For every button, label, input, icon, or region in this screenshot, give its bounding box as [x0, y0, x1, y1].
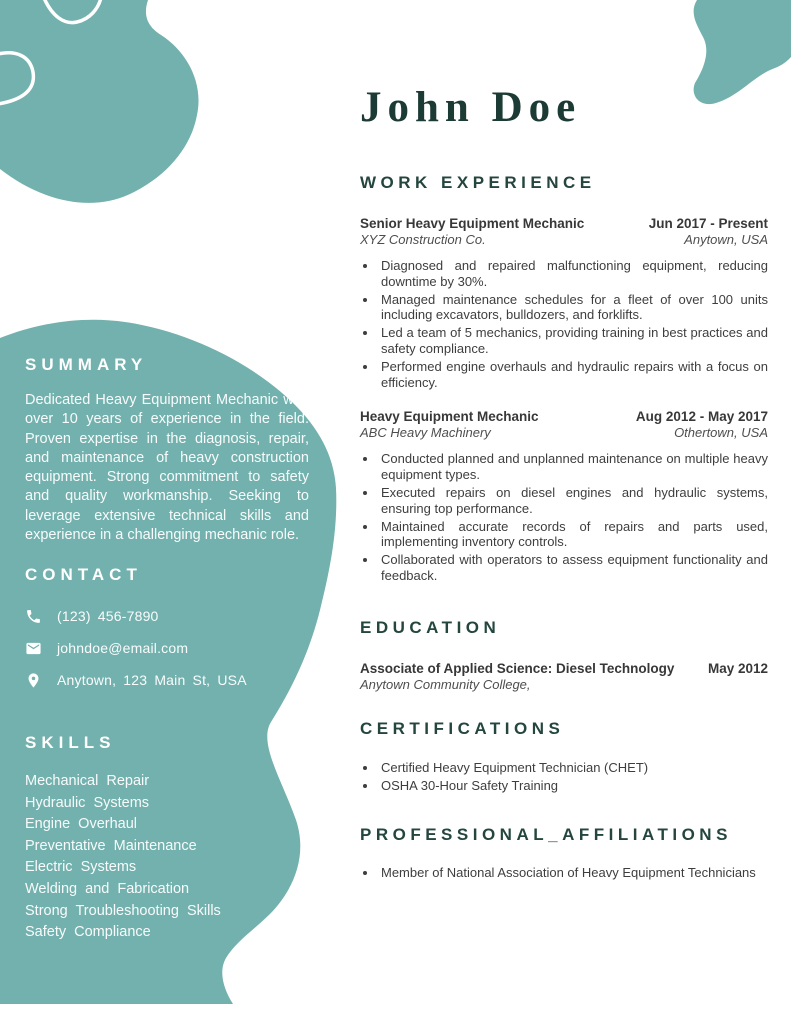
phone-icon — [25, 608, 42, 625]
job-location: Othertown, USA — [674, 425, 768, 441]
skill-item: Safety Compliance — [25, 924, 151, 941]
certifications-section — [360, 720, 768, 794]
job-bullet: • Executed repairs on diesel engines and hydraulic systems, ensuring top performance. — [378, 485, 768, 516]
job-bullet: • Diagnosed and repaired malfunctioning equipment, reducing downtime by 30%. — [378, 258, 768, 289]
envelope-icon — [25, 640, 42, 657]
skill-item: Strong Troubleshooting Skills — [25, 902, 221, 919]
skill-item: Electric Systems — [25, 859, 137, 876]
skills-list — [25, 771, 313, 944]
skill-item: Hydraulic Systems — [25, 794, 150, 811]
job-company: XYZ Construction Co. — [360, 232, 486, 248]
skills-heading: SKILLS — [25, 733, 116, 752]
contact-phone[interactable]: (123) 456-7890 — [57, 608, 159, 624]
job-header — [360, 408, 768, 425]
affiliations-section — [360, 826, 768, 881]
job-subheader — [360, 425, 768, 441]
candidate-name: John Doe — [360, 83, 582, 131]
job-bullet-list — [360, 258, 768, 390]
job-company: ABC Heavy Machinery — [360, 425, 491, 441]
main-column — [360, 55, 768, 883]
skill-item: Mechanical Repair — [25, 773, 150, 789]
education-heading: EDUCATION — [360, 617, 501, 637]
skill-item: Preventative Maintenance — [25, 837, 197, 854]
job-dates: Jun 2017 - Present — [648, 216, 768, 232]
education-subheader — [360, 677, 768, 693]
affiliations-heading: PROFESSIONAL_AFFILIATIONS — [360, 825, 732, 845]
work-experience-heading: WORK EXPERIENCE — [360, 173, 596, 193]
job-bullet: • Led a team of 5 mechanics, providing training in best practices and safety compliance. — [378, 325, 768, 356]
education-entry — [360, 660, 768, 693]
education-header — [360, 660, 768, 677]
job-role: Senior Heavy Equipment Mechanic — [360, 216, 585, 232]
affiliations-list — [360, 865, 768, 881]
summary-heading: SUMMARY — [25, 355, 148, 374]
job-bullet: • Performed engine overhauls and hydraulic repairs with a focus on efficiency. — [378, 359, 768, 390]
job-role: Heavy Equipment Mechanic — [360, 409, 539, 425]
summary-text: Dedicated Heavy Equipment Mechanic with over 10 years of experience in the field. Proven expertise in the diagnosis, repair, and maintenance of heavy construction equipment. Strong commitment to safety and quality workmanship. Seeking to leverage extensive technical skills and experience in a challenging mechanic role. — [25, 392, 309, 544]
affiliation-bullet: • Member of National Association of Heavy Equipment Technicians — [378, 865, 768, 881]
job-bullet: • Conducted planned and unplanned maintenance on multiple heavy equipment types. — [378, 451, 768, 482]
job-bullet-list — [360, 451, 768, 583]
skill-item: Welding and Fabrication — [25, 880, 190, 897]
work-experience-section — [360, 174, 768, 584]
top-left-blob — [0, 0, 199, 203]
location-pin-icon — [25, 672, 42, 689]
certification-bullet: • OSHA 30-Hour Safety Training — [378, 778, 768, 794]
job-header — [360, 215, 768, 232]
certifications-list — [360, 760, 768, 794]
job-location: Anytown, USA — [684, 232, 768, 248]
contact-email-row — [25, 639, 313, 657]
education-school: Anytown Community College, — [360, 676, 531, 692]
job-entry — [360, 408, 768, 583]
education-section — [360, 619, 768, 693]
job-bullet: • Collaborated with operators to assess equipment functionality and feedback. — [378, 552, 768, 583]
certifications-heading: CERTIFICATIONS — [360, 718, 565, 738]
contact-address: Anytown, 123 Main St, USA — [57, 672, 247, 688]
job-bullet: • Managed maintenance schedules for a fleet of over 100 units including excavators, bulldozers, and forklifts. — [378, 292, 768, 323]
job-bullet: • Maintained accurate records of repairs and parts used, implementing inventory controls. — [378, 519, 768, 550]
contact-rows — [25, 607, 313, 689]
contact-address-row — [25, 671, 313, 689]
education-degree: Associate of Applied Science: Diesel Technology — [360, 660, 675, 676]
contact-heading: CONTACT — [25, 565, 142, 584]
skills-section — [25, 733, 313, 944]
skill-item: Engine Overhaul — [25, 816, 138, 833]
contact-phone-row — [25, 607, 313, 625]
certification-bullet: • Certified Heavy Equipment Technician (CHET) — [378, 760, 768, 776]
job-entry — [360, 215, 768, 390]
education-dates: May 2012 — [707, 660, 768, 676]
summary-section — [25, 355, 313, 560]
job-dates: Aug 2012 - May 2017 — [635, 409, 768, 425]
contact-email[interactable]: johndoe@email.com — [57, 640, 189, 656]
contact-section — [25, 565, 313, 703]
job-subheader — [360, 232, 768, 248]
